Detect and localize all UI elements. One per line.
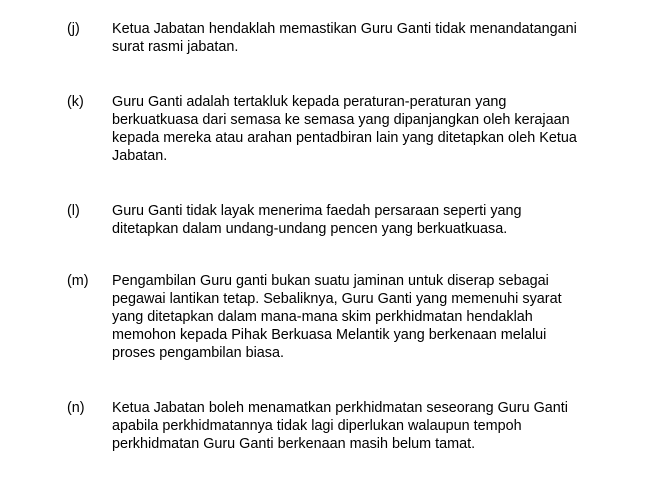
text-line: Pengambilan Guru ganti bukan suatu jaminan untuk diserap sebagai: [112, 273, 549, 289]
text-line: perkhidmatan Guru Ganti berkenaan masih belum tamat.: [112, 436, 476, 452]
text-line: Ketua Jabatan hendaklah memastikan Guru Ganti tidak menandatangani: [112, 21, 577, 37]
text-line: yang ditetapkan dalam mana-mana skim perkhidmatan hendaklah: [112, 309, 533, 325]
text-line: Jabatan.: [112, 148, 168, 164]
text-line: pegawai lantikan tetap. Sebaliknya, Guru Ganti yang memenuhi syarat: [112, 291, 562, 307]
item-text: [112, 20, 652, 56]
item-text: [112, 93, 652, 165]
text-line: kepada mereka atau arahan pentadbiran lain yang ditetapkan oleh Ketua: [112, 130, 577, 146]
text-line: Ketua Jabatan boleh menamatkan perkhidmatan seseorang Guru Ganti: [112, 400, 568, 416]
text-line: proses pengambilan biasa.: [112, 345, 284, 361]
item-label: (k): [67, 94, 84, 110]
text-line: Guru Ganti tidak layak menerima faedah persaraan seperti yang: [112, 203, 522, 219]
item-label: (l): [67, 203, 80, 219]
text-line: Guru Ganti adalah tertakluk kepada peraturan-peraturan yang: [112, 94, 507, 110]
item-text: [112, 272, 652, 362]
text-line: surat rasmi jabatan.: [112, 39, 239, 55]
item-label: (n): [67, 400, 85, 416]
item-text: [112, 399, 652, 453]
text-line: apabila perkhidmatannya tidak lagi diperlukan walaupun tempoh: [112, 418, 522, 434]
item-text: [112, 202, 652, 238]
item-label: (m): [67, 273, 89, 289]
text-line: berkuatkuasa dari semasa ke semasa yang dipanjangkan oleh kerajaan: [112, 112, 570, 128]
text-line: ditetapkan dalam undang-undang pencen yang berkuatkuasa.: [112, 221, 508, 237]
text-line: memohon kepada Pihak Berkuasa Melantik yang berkenaan melalui: [112, 327, 547, 343]
item-label: (j): [67, 21, 80, 37]
